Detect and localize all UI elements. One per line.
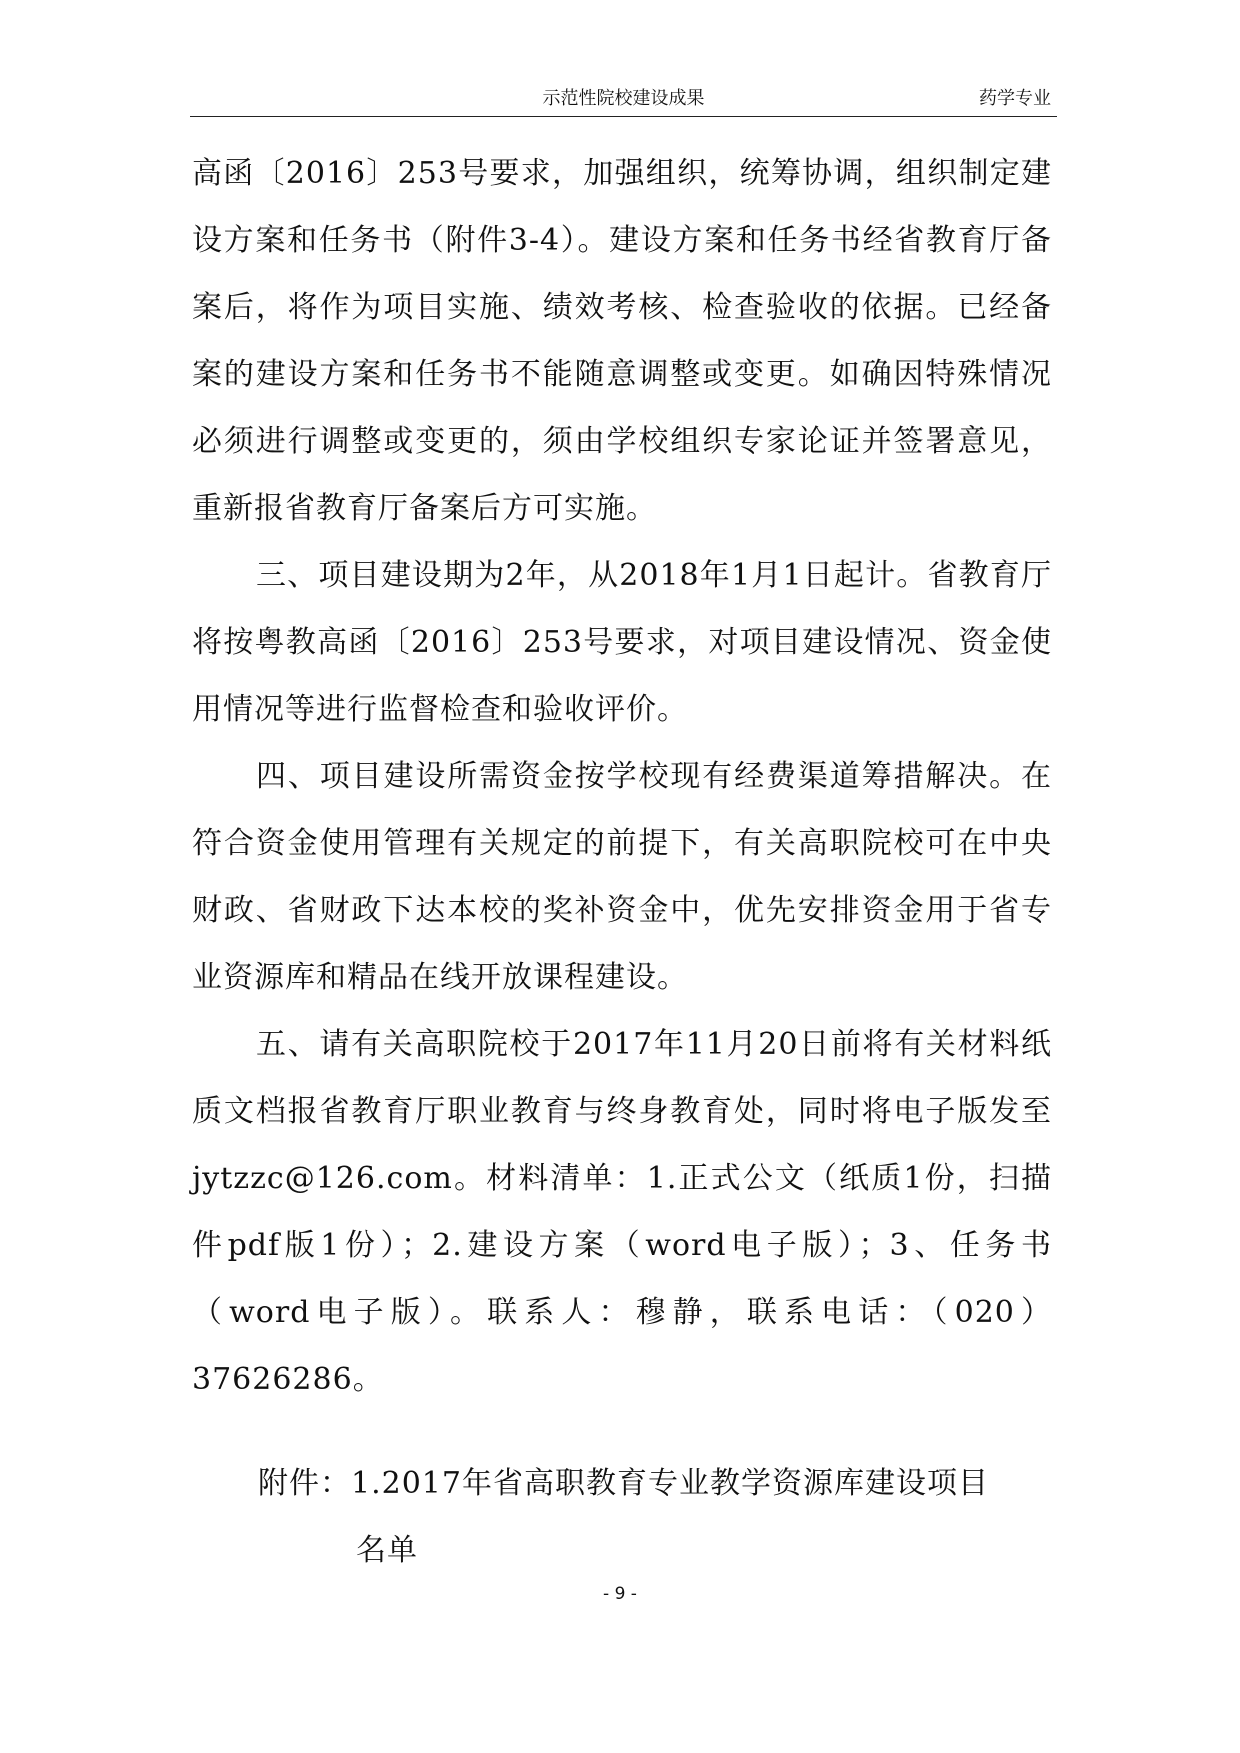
paragraph-item-4: 四、项目建设所需资金按学校现有经费渠道筹措解决。在符合资金使用管理有关规定的前提下，有关高职院校可在中央财政、省财政下达本校的奖补资金中，优先安排资金用于省专业资源库和精品在线开放课程建设。 — [192, 759, 1052, 995]
attachment-item-1-continued: 名单 — [356, 1533, 418, 1568]
paragraph-item-5: 五、请有关高职院校于2017年11月20日前将有关材料纸质文档报省教育厅职业教育与终身教育处，同时将电子版发至jytzzc@126.com。材料清单：1.正式公文（纸质1份，扫描件pdf版1份）；2.建设方案（word电子版）；3、任务书（word电子版）。联系人：穆静，联系电话：（020）37626286。 — [192, 1027, 1052, 1397]
page-header — [190, 86, 1057, 117]
attachment-label: 附件： — [258, 1466, 351, 1501]
header-title: 示范性院校建设成果 — [542, 88, 705, 109]
header-major: 药学专业 — [979, 88, 1051, 109]
attachment-item-1: 1.2017年省高职教育专业教学资源库建设项目 — [351, 1466, 989, 1501]
page-number: - 9 - — [603, 1584, 637, 1604]
attachment-list — [258, 1450, 1058, 1584]
document-body — [192, 140, 1052, 1413]
paragraph-item-3: 三、项目建设期为2年，从2018年1月1日起计。省教育厅将按粤教高函〔2016〕253号要求，对项目建设情况、资金使用情况等进行监督检查和验收评价。 — [192, 558, 1052, 727]
paragraph-continuation: 高函〔2016〕253号要求，加强组织，统筹协调，组织制定建设方案和任务书（附件3-4）。建设方案和任务书经省教育厅备案后，将作为项目实施、绩效考核、检查验收的依据。已经备案的建设方案和任务书不能随意调整或变更。如确因特殊情况必须进行调整或变更的，须由学校组织专家论证并签署意见，重新报省教育厅备案后方可实施。 — [192, 156, 1052, 526]
